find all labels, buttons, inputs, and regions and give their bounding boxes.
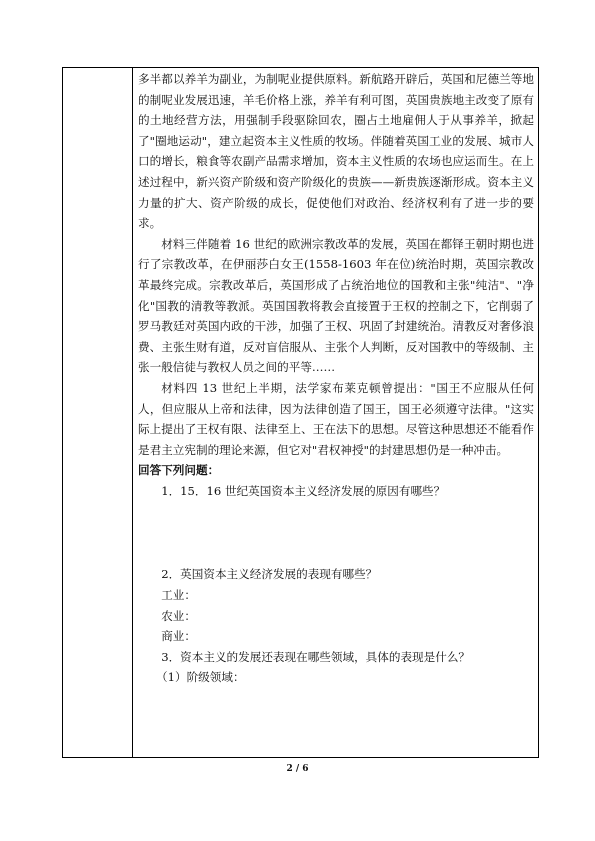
question-2: 2．英国资本主义经济发展的表现有哪些？ <box>161 567 378 582</box>
question-1: 1．15．16 世纪英国资本主义经济发展的原因有哪些？ <box>161 483 446 498</box>
answer-space-1 <box>138 501 534 564</box>
column-divider <box>132 67 133 758</box>
industry-label: 工业： <box>161 588 196 603</box>
content-cell <box>138 69 534 688</box>
paragraph-material-two-continued: 多半都以养羊为副业，为制呢业提供原料。新航路开辟后，英国和尼德兰等地的制呢业发展迅速，羊毛价格上涨，养羊有利可图，英国贵族地主改变了原有的土地经营方法，用强制手段驱除回农，圈占土地雇佣人于从事养羊，掀起了"圈地运动"，建立起资本主义性质的牧场。伴随着英国工业的发展、城市人口的增长，粮食等农副产品需求增加，资本主义性质的农场也应运而生。在上述过程中，新兴资产阶级和资产阶级化的贵族——新贵族逐渐形成。资本主义力量的扩大、资产阶级的成长，促使他们对政治、经济权利有了进一步的要求。 <box>138 72 534 231</box>
question-3: 3．资本主义的发展还表现在哪些领域，具体的表现是什么？ <box>161 649 471 664</box>
question-3-class-field: （1）阶级领域： <box>156 670 245 685</box>
paragraph-material-three: 材料三伴随着 16 世纪的欧洲宗教改革的发展，英国在都铎王朝时期也进行了宗教改革，在伊丽莎白女王(1558-1603 年在位)统治时期，英国宗教改革最终完成。宗教改革后，英国形成了占统治地位的国教和主张"纯洁"、"净化"国教的清教等教派。英国国教将教会直接置于王权的控制之下，它削弱了罗马教廷对英国内政的干涉，加强了王权、巩固了封建统治。清教反对奢侈浪费、主张生财有道，反对盲信服从、主张个人判断，反对国教中的等级制、主张一般信徒与教权人员之间的平等…… <box>138 236 534 375</box>
answer-heading: 回答下列问题： <box>138 463 220 478</box>
agriculture-label: 农业： <box>161 608 196 623</box>
page-number: 2 / 6 <box>286 764 309 774</box>
commerce-label: 商业： <box>161 629 196 644</box>
paragraph-material-four: 材料四 13 世纪上半期，法学家布莱克顿曾提出："国王不应服从任何人，但应服从上帝和法律，因为法律创造了国王，国王必须遵守法律。"这实际上提出了王权有限、法律至上、王在法下的思想。尽管这种思想还不能看作是君主立宪制的理论来源，但它对"君权神授"的封建思想仍是一种冲击。 <box>138 380 534 457</box>
